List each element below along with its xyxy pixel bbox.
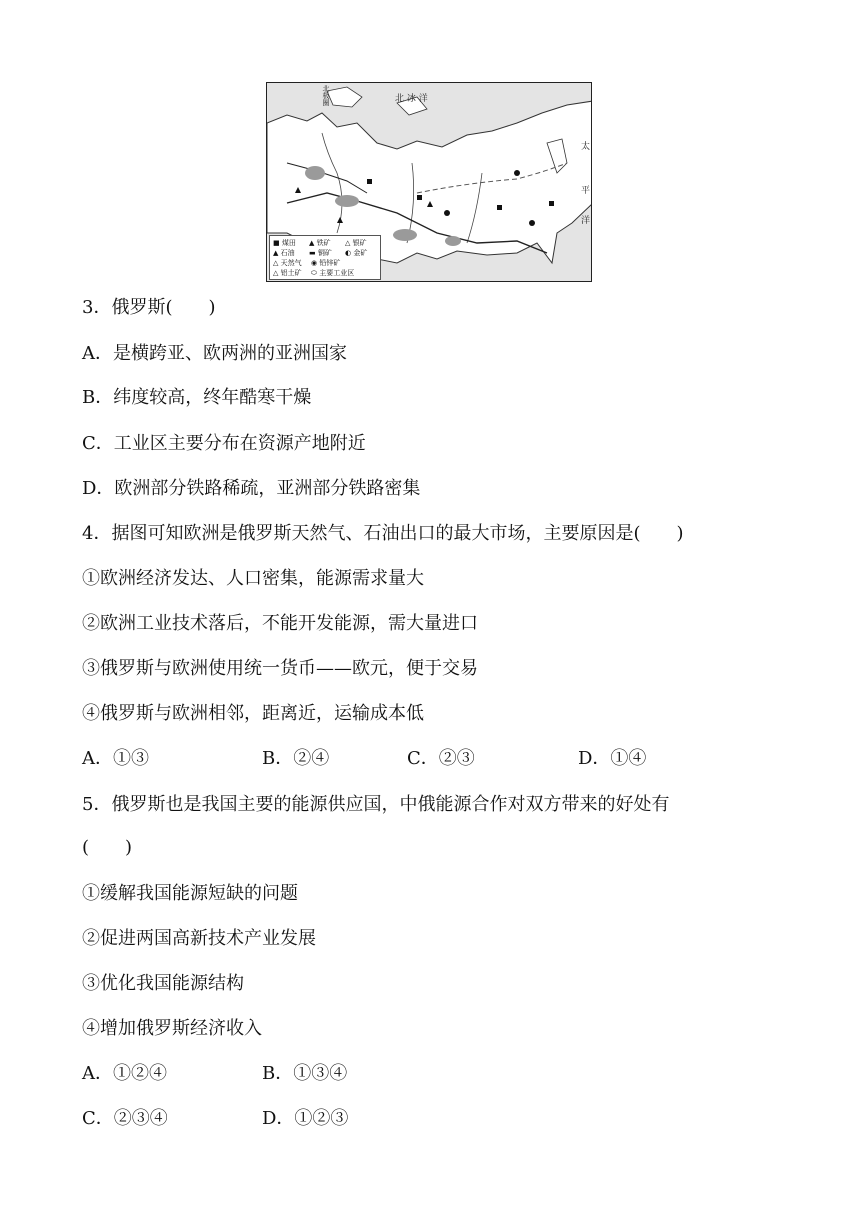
q3-option-a[interactable]: A．是横跨亚、欧两洲的亚洲国家 [82,343,347,364]
legend-lead-zinc: ◉ 铅锌矿 [311,259,341,267]
q4-option-b[interactable]: B．②④ [262,748,330,769]
q4-option-d[interactable]: D．①④ [578,748,647,769]
pacific-label-1: 太 [581,142,591,152]
question-5-stem: 5．俄罗斯也是我国主要的能源供应国，中俄能源合作对双方带来的好处有 [82,794,670,815]
legend-gas: △ 天然气 [273,259,302,267]
q4-statement-1: ①欧洲经济发达、人口密集，能源需求量大 [82,568,424,589]
q5-statement-3: ③优化我国能源结构 [82,973,244,994]
q5-statement-1: ①缓解我国能源短缺的问题 [82,883,298,904]
legend-iron: ▲ 铁矿 [309,239,331,247]
question-4-stem: 4．据图可知欧洲是俄罗斯天然气、石油出口的最大市场，主要原因是( ) [82,523,684,544]
map-legend [269,235,381,280]
arctic-circle-label: 北极圈 [322,85,330,106]
q5-option-d[interactable]: D．①②③ [262,1108,349,1129]
legend-copper: ▬ 铜矿 [309,249,332,257]
q3-option-c[interactable]: C．工业区主要分布在资源产地附近 [82,433,366,454]
legend-row [273,268,377,278]
legend-oil: ▲ 石油 [273,249,295,257]
legend-industrial-zone: ⬭ 主要工业区 [311,269,355,277]
legend-gold: ◐ 金矿 [345,249,368,257]
arctic-ocean-label: 北 冰 洋 [395,94,428,104]
russia-resource-map [266,82,592,282]
legend-row [273,258,377,268]
legend-row [273,238,377,248]
q3-option-d[interactable]: D．欧洲部分铁路稀疏，亚洲部分铁路密集 [82,478,421,499]
q4-option-c[interactable]: C．②③ [407,748,475,769]
legend-silver: △ 银矿 [345,239,367,247]
q4-statement-2: ②欧洲工业技术落后，不能开发能源，需大量进口 [82,613,478,634]
q5-option-c[interactable]: C．②③④ [82,1108,168,1129]
legend-coal: ■ 煤田 [273,239,296,247]
q5-statement-4: ④增加俄罗斯经济收入 [82,1018,262,1039]
question-3-stem: 3．俄罗斯( ) [82,297,216,318]
q4-statement-4: ④俄罗斯与欧洲相邻，距离近，运输成本低 [82,703,424,724]
q4-statement-3: ③俄罗斯与欧洲使用统一货币——欧元，便于交易 [82,658,478,679]
q5-option-b[interactable]: B．①③④ [262,1063,348,1084]
legend-row [273,248,377,258]
pacific-label-2: 平 [581,186,591,196]
legend-bauxite: △ 铝土矿 [273,269,302,277]
q5-option-a[interactable]: A．①②④ [82,1063,167,1084]
pacific-label-3: 洋 [581,216,591,226]
q4-option-a[interactable]: A．①③ [82,748,149,769]
q5-statement-2: ②促进两国高新技术产业发展 [82,928,316,949]
question-5-stem-continued: ( ) [82,837,133,858]
q3-option-b[interactable]: B．纬度较高，终年酷寒干燥 [82,387,312,408]
